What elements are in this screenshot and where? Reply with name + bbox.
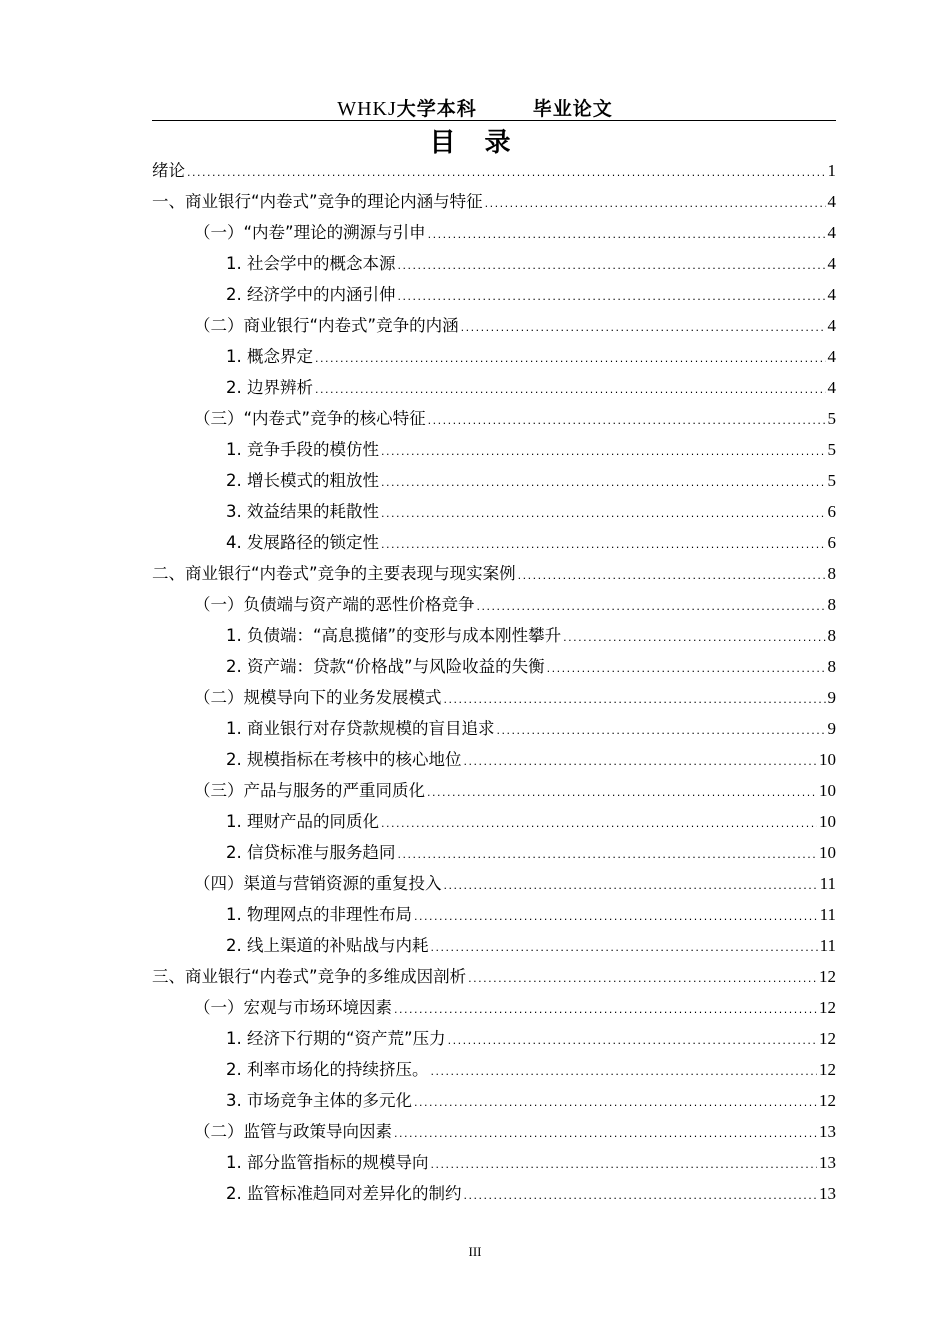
toc-entry-label: 2. 监管标准趋同对差异化的制约 xyxy=(226,1184,462,1203)
toc-leader-dots xyxy=(431,1147,818,1180)
header-code: WHKJ xyxy=(337,98,397,120)
toc-entry[interactable] xyxy=(152,527,836,558)
toc-leader-dots xyxy=(468,961,817,994)
toc-entry-label: 1. 部分监管指标的规模导向 xyxy=(226,1153,429,1172)
toc-entry[interactable] xyxy=(152,496,836,527)
toc-entry-label: 2. 增长模式的粗放性 xyxy=(226,471,379,490)
toc-entry[interactable] xyxy=(152,1147,836,1178)
toc-leader-dots xyxy=(381,496,826,529)
toc-entry[interactable] xyxy=(152,992,836,1023)
toc-leader-dots xyxy=(547,651,826,684)
toc-leader-dots xyxy=(485,186,826,219)
toc-entry-label: 1. 社会学中的概念本源 xyxy=(226,254,396,273)
toc-entry[interactable] xyxy=(152,558,836,589)
toc-entry-label: 1. 理财产品的同质化 xyxy=(226,812,379,831)
toc-leader-dots xyxy=(428,217,826,250)
toc-entry-page: 6 xyxy=(827,502,836,521)
toc-leader-dots xyxy=(315,341,826,374)
toc-entry-label: （二）规模导向下的业务发展模式 xyxy=(194,688,442,707)
toc-entry-label: 2. 利率市场化的持续挤压。 xyxy=(226,1060,429,1079)
toc-entry-page: 11 xyxy=(819,936,836,955)
toc-entry-page: 8 xyxy=(827,595,836,614)
toc-entry[interactable] xyxy=(152,465,836,496)
toc-entry-label: 二、商业银行“内卷式”竞争的主要表现与现实案例 xyxy=(152,564,516,583)
toc-leader-dots xyxy=(414,1085,817,1118)
toc-entry-page: 11 xyxy=(819,905,836,924)
toc-entry-label: 2. 边界辨析 xyxy=(226,378,313,397)
toc-entry-label: 1. 商业银行对存贷款规模的盲目追求 xyxy=(226,719,495,738)
toc-entry-label: 2. 规模指标在考核中的核心地位 xyxy=(226,750,462,769)
toc-leader-dots xyxy=(448,1023,817,1056)
toc-leader-dots xyxy=(398,279,826,312)
toc-entry-page: 10 xyxy=(819,812,836,831)
toc-leader-dots xyxy=(381,434,826,467)
toc-leader-dots xyxy=(431,930,818,963)
toc-entry[interactable] xyxy=(152,961,836,992)
toc-entry[interactable] xyxy=(152,434,836,465)
toc-leader-dots xyxy=(563,620,825,653)
toc-leader-dots xyxy=(394,992,817,1025)
toc-entry[interactable] xyxy=(152,682,836,713)
toc-leader-dots xyxy=(477,589,826,622)
toc-entry-page: 13 xyxy=(819,1184,836,1203)
toc-entry-page: 13 xyxy=(819,1122,836,1141)
toc-entry-page: 9 xyxy=(827,688,836,707)
toc-entry-label: 2. 资产端：贷款“价格战”与风险收益的失衡 xyxy=(226,657,545,676)
toc-entry-page: 5 xyxy=(827,409,836,428)
toc-entry-page: 12 xyxy=(819,967,836,986)
toc-entry-page: 4 xyxy=(827,378,836,397)
toc-entry-label: 一、商业银行“内卷式”竞争的理论内涵与特征 xyxy=(152,192,483,211)
toc-entry-page: 13 xyxy=(819,1153,836,1172)
toc-entry[interactable] xyxy=(152,155,836,186)
toc-entry[interactable] xyxy=(152,1116,836,1147)
toc-entry-page: 12 xyxy=(819,1029,836,1048)
toc-entry-label: 3. 效益结果的耗散性 xyxy=(226,502,379,521)
toc-entry[interactable] xyxy=(152,186,836,217)
toc-entry-page: 10 xyxy=(819,781,836,800)
toc-entry[interactable] xyxy=(152,372,836,403)
toc-entry[interactable] xyxy=(152,651,836,682)
toc-entry-page: 4 xyxy=(827,285,836,304)
toc-entry[interactable] xyxy=(152,310,836,341)
toc-entry[interactable] xyxy=(152,713,836,744)
toc-entry-page: 12 xyxy=(819,1091,836,1110)
toc-entry-label: （一）宏观与市场环境因素 xyxy=(194,998,392,1017)
toc-entry[interactable] xyxy=(152,930,836,961)
toc-entry-page: 4 xyxy=(827,254,836,273)
toc-entry-label: （一）负债端与资产端的恶性价格竞争 xyxy=(194,595,475,614)
table-of-contents xyxy=(152,155,836,1209)
toc-entry-page: 10 xyxy=(819,843,836,862)
toc-entry-label: （二）商业银行“内卷式”竞争的内涵 xyxy=(194,316,459,335)
toc-entry-page: 4 xyxy=(827,223,836,242)
toc-entry-page: 8 xyxy=(827,626,836,645)
toc-entry-page: 8 xyxy=(827,657,836,676)
toc-leader-dots xyxy=(497,713,826,746)
toc-entry-label: （四）渠道与营销资源的重复投入 xyxy=(194,874,442,893)
toc-leader-dots xyxy=(414,899,818,932)
toc-entry[interactable] xyxy=(152,899,836,930)
toc-entry-page: 6 xyxy=(827,533,836,552)
toc-entry[interactable] xyxy=(152,248,836,279)
toc-leader-dots xyxy=(428,403,826,436)
toc-entry[interactable] xyxy=(152,589,836,620)
toc-entry-label: （二）监管与政策导向因素 xyxy=(194,1122,392,1141)
toc-leader-dots xyxy=(464,1178,818,1211)
toc-entry-page: 4 xyxy=(827,192,836,211)
toc-entry-page: 12 xyxy=(819,998,836,1017)
toc-entry-label: 1. 物理网点的非理性布局 xyxy=(226,905,412,924)
toc-entry[interactable] xyxy=(152,1085,836,1116)
toc-leader-dots xyxy=(398,837,818,870)
toc-entry-page: 8 xyxy=(827,564,836,583)
page-number: III xyxy=(468,1244,482,1259)
toc-entry-page: 4 xyxy=(827,316,836,335)
page-header xyxy=(0,94,950,121)
toc-entry-label: （三）“内卷式”竞争的核心特征 xyxy=(194,409,426,428)
toc-leader-dots xyxy=(444,868,818,901)
toc-entry-label: 1. 概念界定 xyxy=(226,347,313,366)
toc-leader-dots xyxy=(431,1054,818,1087)
toc-entry-label: 绪论 xyxy=(152,161,185,180)
toc-entry-page: 12 xyxy=(819,1060,836,1079)
toc-leader-dots xyxy=(464,744,818,777)
header-left-text: 大学本科 xyxy=(396,98,477,120)
toc-leader-dots xyxy=(398,248,826,281)
header-rule xyxy=(152,120,836,121)
toc-entry[interactable] xyxy=(152,775,836,806)
toc-entry-page: 5 xyxy=(827,471,836,490)
toc-leader-dots xyxy=(381,465,826,498)
toc-leader-dots xyxy=(518,558,826,591)
toc-entry[interactable] xyxy=(152,1054,836,1085)
toc-entry[interactable] xyxy=(152,341,836,372)
toc-leader-dots xyxy=(427,775,817,808)
toc-entry-label: 3. 市场竞争主体的多元化 xyxy=(226,1091,412,1110)
toc-entry-label: 2. 经济学中的内涵引伸 xyxy=(226,285,396,304)
toc-leader-dots xyxy=(444,682,826,715)
toc-leader-dots xyxy=(394,1116,817,1149)
toc-entry[interactable] xyxy=(152,837,836,868)
toc-entry-page: 1 xyxy=(827,161,836,180)
toc-entry-label: 三、商业银行“内卷式”竞争的多维成因剖析 xyxy=(152,967,467,986)
toc-entry-label: （一）“内卷”理论的溯源与引申 xyxy=(194,223,426,242)
toc-entry[interactable] xyxy=(152,806,836,837)
toc-entry[interactable] xyxy=(152,403,836,434)
header-right-text: 毕业论文 xyxy=(532,98,613,120)
toc-entry[interactable] xyxy=(152,744,836,775)
toc-entry-page: 4 xyxy=(827,347,836,366)
toc-entry-page: 10 xyxy=(819,750,836,769)
toc-entry-label: 2. 线上渠道的补贴战与内耗 xyxy=(226,936,429,955)
toc-entry-label: 1. 经济下行期的“资产荒”压力 xyxy=(226,1029,446,1048)
toc-entry[interactable] xyxy=(152,868,836,899)
toc-entry-label: 4. 发展路径的锁定性 xyxy=(226,533,379,552)
toc-entry-label: 1. 竞争手段的模仿性 xyxy=(226,440,379,459)
toc-entry-page: 11 xyxy=(819,874,836,893)
toc-leader-dots xyxy=(381,527,826,560)
toc-leader-dots xyxy=(381,806,817,839)
toc-entry[interactable] xyxy=(152,279,836,310)
toc-entry-label: 1. 负债端：“高息揽储”的变形与成本刚性攀升 xyxy=(226,626,562,645)
toc-entry[interactable] xyxy=(152,620,836,651)
toc-title: 目 录 xyxy=(429,128,521,158)
toc-entry[interactable] xyxy=(152,217,836,248)
toc-leader-dots xyxy=(461,310,826,343)
toc-leader-dots xyxy=(315,372,826,405)
toc-entry-label: （三）产品与服务的严重同质化 xyxy=(194,781,425,800)
toc-entry-page: 5 xyxy=(827,440,836,459)
toc-entry-page: 9 xyxy=(827,719,836,738)
toc-leader-dots xyxy=(187,155,826,188)
toc-entry[interactable] xyxy=(152,1023,836,1054)
toc-entry-label: 2. 信贷标准与服务趋同 xyxy=(226,843,396,862)
toc-entry[interactable] xyxy=(152,1178,836,1209)
